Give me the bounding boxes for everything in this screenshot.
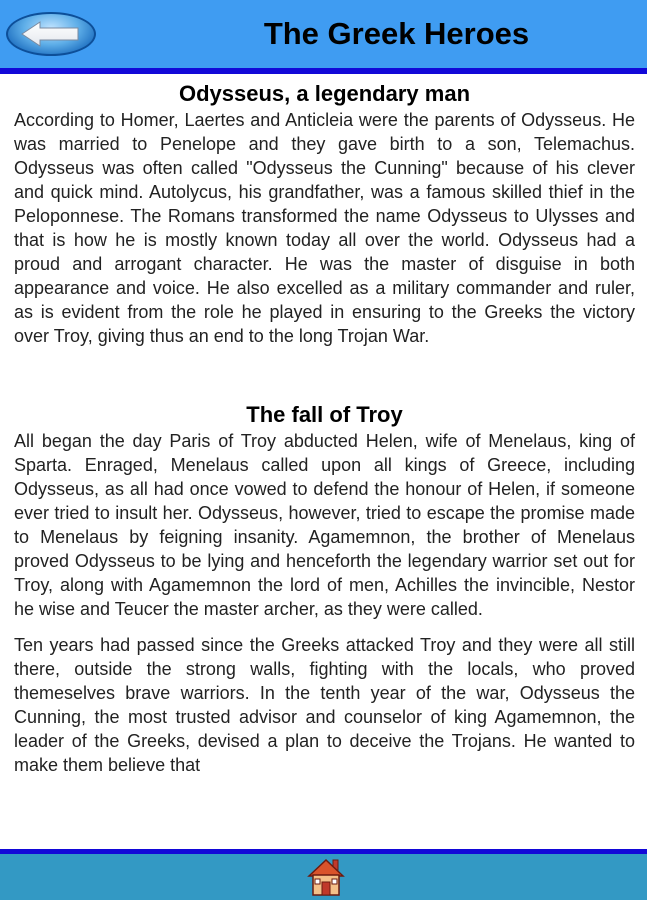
- back-button[interactable]: [6, 12, 96, 56]
- header-bar: [0, 0, 647, 74]
- section-title: Odysseus, a legendary man: [178, 81, 471, 106]
- home-icon: [307, 885, 345, 900]
- article-content[interactable]: [0, 74, 647, 849]
- back-arrow-icon: [20, 20, 82, 48]
- paragraph: Ten years had passed since the Greeks attacked Troy and they were all still there, outside the strong walls, fighting with the locals, who proved themeselves brave warriors. In the tenth year of the war, Odysseus the Cunning, the most trusted advisor and counselor of king Agamemnon, the leader of the Greeks, devised a plan to deceive the Trojans. He wanted to make them believe that: [14, 635, 635, 775]
- page-title: The Greek Heroes: [263, 16, 530, 51]
- paragraph: According to Homer, Laertes and Anticleia were the parents of Odysseus. He was married to Penelope and they gave birth to a son, Telemachus. Odysseus was often called "Odysseus the Cunning" because of his clever and quick mind. Autolycus, his grandfather, was a famous skilled thief in the Peloponnese. The Romans transformed the name Odysseus to Ulysses and that is how he is mostly known today all over the world. Odysseus had a proud and arrogant character. He was the master of disguise in both appearance and voice. He also excelled as a military commander and ruler, as is evident from the role he played in ensuring to the Greeks the victory over Troy, giving thus an end to the long Trojan War.: [14, 110, 635, 346]
- home-button[interactable]: [307, 856, 345, 898]
- footer-bar: [0, 849, 647, 900]
- paragraph: All began the day Paris of Troy abducted Helen, wife of Menelaus, king of Sparta. Enraged, Menelaus called upon all kings of Greece, including Odysseus, as all had once vowed to defend the honour of Helen, if someone ever tried to insult her. Odysseus, however, tried to escape the promise made to Menelaus by feigning insanity. Agamemnon, the brother of Menelaus proved Odysseus to be lying and henceforth the legendary warrior set out for Troy, along with Agamemnon the lord of men, Achilles the invincible, Nestor he wise and Teucer the master archer, as they were called.: [14, 431, 635, 619]
- section-title: The fall of Troy: [246, 402, 403, 427]
